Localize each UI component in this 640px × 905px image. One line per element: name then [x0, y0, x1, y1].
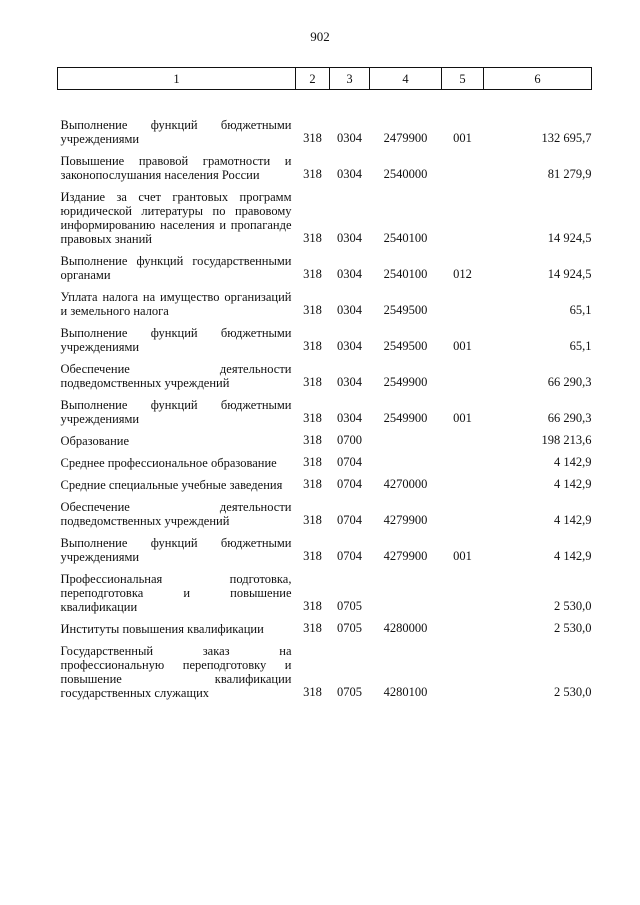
row-section-code: 0704 — [337, 476, 362, 491]
row-amount: 2 530,0 — [554, 620, 592, 635]
row-name-text: Обеспечение деятельности подведомственных учреждений — [60, 499, 292, 528]
row-name-text: Выполнение функций государственными органами — [60, 253, 292, 282]
row-target-article-code: 2549900 — [383, 374, 428, 389]
table-row — [58, 426, 592, 448]
row-department-code: 318 — [303, 130, 322, 145]
row-section-code: 0304 — [337, 166, 362, 181]
table-row — [58, 318, 592, 354]
row-expense-type-code — [442, 448, 484, 470]
row-section-code: 0304 — [337, 302, 362, 317]
header-col-6: 6 — [484, 68, 592, 90]
row-name-text: Обеспечение деятельности подведомственных учреждений — [60, 361, 292, 390]
row-expense-type-code — [442, 354, 484, 390]
row-department-code: 318 — [303, 476, 322, 491]
table-row — [58, 564, 592, 614]
row-name-text: Выполнение функций бюджетными учреждениями — [60, 535, 292, 564]
table-row — [58, 636, 592, 700]
row-target-article-code: 2479900 — [383, 130, 428, 145]
table-row — [58, 110, 592, 146]
row-department-code: 318 — [303, 410, 322, 425]
row-name — [58, 146, 296, 182]
row-amount: 66 290,3 — [547, 410, 592, 425]
header-col-4: 4 — [370, 68, 442, 90]
table-header — [58, 68, 592, 90]
row-expense-type-code — [442, 182, 484, 246]
row-expense-type-code: 012 — [453, 266, 472, 281]
table-row — [58, 182, 592, 246]
row-amount: 65,1 — [569, 302, 592, 317]
row-section-code: 0705 — [337, 620, 362, 635]
row-target-article-code: 2549500 — [383, 302, 428, 317]
row-department-code: 318 — [303, 374, 322, 389]
table-row — [58, 282, 592, 318]
row-section-code: 0304 — [337, 338, 362, 353]
row-target-article-code: 2540100 — [383, 266, 428, 281]
row-amount: 132 695,7 — [541, 130, 592, 145]
row-name-text: Профессиональная подготовка, переподготовка и повышение квалификации — [60, 571, 292, 614]
row-section-code: 0704 — [337, 512, 362, 527]
row-name — [58, 492, 296, 528]
row-expense-type-code — [442, 146, 484, 182]
row-name-text: Уплата налога на имущество организаций и земельного налога — [60, 289, 292, 318]
row-amount: 4 142,9 — [554, 512, 592, 527]
table-row — [58, 614, 592, 636]
row-section-code: 0304 — [337, 410, 362, 425]
row-name — [58, 318, 296, 354]
row-target-article-code: 4279900 — [383, 512, 428, 527]
row-expense-type-code: 001 — [453, 548, 472, 563]
row-name-text: Выполнение функций бюджетными учреждениями — [60, 325, 292, 354]
row-section-code: 0304 — [337, 374, 362, 389]
row-name — [58, 528, 296, 564]
row-expense-type-code: 001 — [453, 338, 472, 353]
row-amount: 4 142,9 — [554, 454, 592, 469]
row-name-text: Институты повышения квалификации — [60, 621, 264, 636]
row-department-code: 318 — [303, 432, 322, 447]
row-name — [58, 282, 296, 318]
header-col-3: 3 — [330, 68, 370, 90]
row-name-text: Среднее профессиональное образование — [60, 455, 277, 470]
row-department-code: 318 — [303, 230, 322, 245]
row-amount: 66 290,3 — [547, 374, 592, 389]
header-col-5: 5 — [442, 68, 484, 90]
row-name-text: Повышение правовой грамотности и законопослушания населения России — [60, 153, 292, 182]
row-target-article-code — [370, 564, 442, 614]
row-target-article-code: 4280100 — [383, 684, 428, 699]
row-name — [58, 110, 296, 146]
row-name-text: Издание за счет грантовых программ юридической литературы по правовому информированию населения и пропаганде правовых знаний — [60, 189, 292, 246]
table-row — [58, 146, 592, 182]
row-name — [58, 564, 296, 614]
table-row — [58, 528, 592, 564]
row-amount: 4 142,9 — [554, 548, 592, 563]
row-target-article-code: 2540100 — [383, 230, 428, 245]
row-expense-type-code — [442, 564, 484, 614]
header-col-1: 1 — [58, 68, 296, 90]
row-name — [58, 636, 296, 700]
row-name-text: Выполнение функций бюджетными учреждениями — [60, 397, 292, 426]
row-name — [58, 182, 296, 246]
row-target-article-code: 4270000 — [383, 476, 428, 491]
row-target-article-code: 2549500 — [383, 338, 428, 353]
table-body — [58, 90, 592, 700]
row-section-code: 0304 — [337, 266, 362, 281]
row-department-code: 318 — [303, 598, 322, 613]
table-row — [58, 492, 592, 528]
row-department-code: 318 — [303, 548, 322, 563]
row-department-code: 318 — [303, 266, 322, 281]
row-expense-type-code: 001 — [453, 130, 472, 145]
row-name — [58, 426, 296, 448]
page-number: 902 — [310, 29, 330, 44]
row-name — [58, 390, 296, 426]
row-department-code: 318 — [303, 166, 322, 181]
row-section-code: 0704 — [337, 454, 362, 469]
table-row — [58, 246, 592, 282]
table-row — [58, 390, 592, 426]
row-department-code: 318 — [303, 338, 322, 353]
row-expense-type-code — [442, 614, 484, 636]
header-col-2: 2 — [296, 68, 330, 90]
row-expense-type-code — [442, 636, 484, 700]
row-target-article-code: 2549900 — [383, 410, 428, 425]
row-target-article-code — [370, 426, 442, 448]
row-target-article-code — [370, 448, 442, 470]
row-section-code: 0700 — [337, 432, 362, 447]
row-section-code: 0705 — [337, 598, 362, 613]
budget-table — [57, 67, 592, 700]
row-amount: 14 924,5 — [547, 230, 592, 245]
table-row — [58, 470, 592, 492]
row-amount: 4 142,9 — [554, 476, 592, 491]
row-section-code: 0705 — [337, 684, 362, 699]
row-department-code: 318 — [303, 684, 322, 699]
row-name — [58, 614, 296, 636]
row-section-code: 0704 — [337, 548, 362, 563]
row-amount: 65,1 — [569, 338, 592, 353]
row-target-article-code: 4280000 — [383, 620, 428, 635]
row-expense-type-code: 001 — [453, 410, 472, 425]
row-expense-type-code — [442, 470, 484, 492]
row-amount: 81 279,9 — [547, 166, 592, 181]
row-amount: 198 213,6 — [541, 432, 592, 447]
row-amount: 2 530,0 — [554, 598, 592, 613]
row-department-code: 318 — [303, 620, 322, 635]
row-target-article-code: 4279900 — [383, 548, 428, 563]
row-department-code: 318 — [303, 512, 322, 527]
row-section-code: 0304 — [337, 230, 362, 245]
row-expense-type-code — [442, 426, 484, 448]
row-name-text: Средние специальные учебные заведения — [60, 477, 283, 492]
row-name — [58, 246, 296, 282]
row-name-text: Образование — [60, 433, 130, 448]
row-name-text: Государственный заказ на профессиональную переподготовку и повышение квалификации государственных служащих — [60, 643, 292, 700]
row-name-text: Выполнение функций бюджетными учреждениями — [60, 117, 292, 146]
row-expense-type-code — [442, 492, 484, 528]
row-department-code: 318 — [303, 302, 322, 317]
row-amount: 14 924,5 — [547, 266, 592, 281]
row-department-code: 318 — [303, 454, 322, 469]
row-name — [58, 354, 296, 390]
table-row — [58, 354, 592, 390]
row-section-code: 0304 — [337, 130, 362, 145]
table-row — [58, 448, 592, 470]
row-name — [58, 448, 296, 470]
row-amount: 2 530,0 — [554, 684, 592, 699]
row-target-article-code: 2540000 — [383, 166, 428, 181]
row-name — [58, 470, 296, 492]
row-expense-type-code — [442, 282, 484, 318]
